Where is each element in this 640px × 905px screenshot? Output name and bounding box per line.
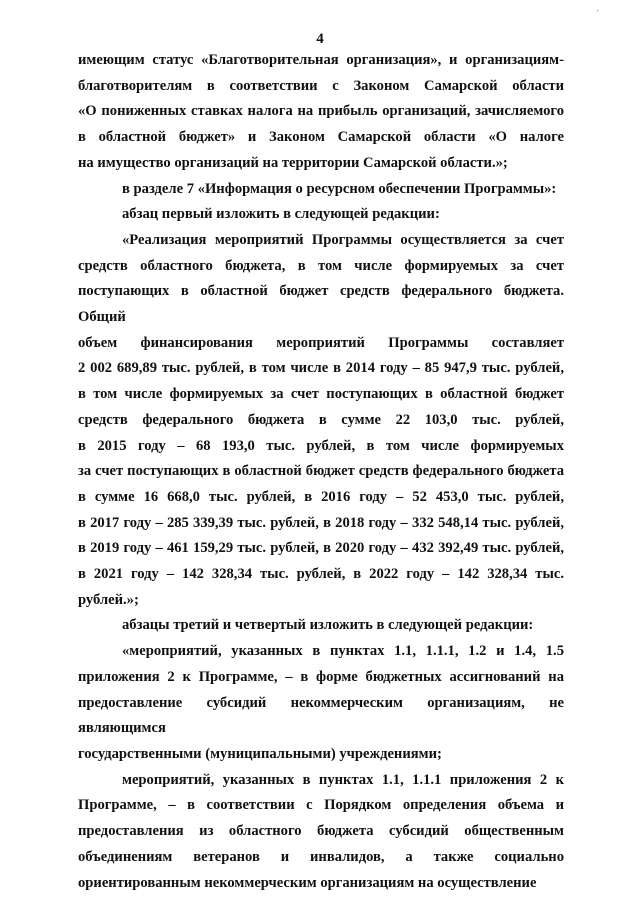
text-line: в том числе формируемых за счет поступающих в областной бюджет — [78, 386, 564, 403]
text-line: имеющим статус «Благотворительная организация», и организациям- — [78, 52, 564, 68]
text-line: в 2019 году – 461 159,29 тыс. рублей, в 2020 году – 432 392,49 тыс. рублей, — [78, 540, 564, 557]
page-number: 4 — [316, 31, 324, 47]
text-line: 2 002 689,89 тыс. рублей, в том числе в 2014 году – 85 947,9 тыс. рублей, — [78, 360, 564, 377]
text-line: мероприятий, указанных в пунктах 1.1, 1.1.1 приложения 2 к — [122, 771, 564, 788]
paragraph — [78, 202, 564, 228]
text-line: приложения 2 к Программе, – в форме бюджетных ассигнований на — [78, 668, 564, 685]
text-line: в областной бюджет» и Законом Самарской области «О налоге — [78, 129, 564, 146]
paragraph — [78, 48, 564, 177]
text-line: поступающих в областной бюджет средств федерального бюджета. Общий — [78, 283, 564, 326]
text-line: в 2021 году – 142 328,34 тыс. рублей, в 2022 году – 142 328,34 тыс. — [78, 566, 564, 583]
text-line: абзац первый изложить в следующей редакции: — [122, 206, 440, 223]
text-line: «мероприятий, указанных в пунктах 1.1, 1.1.1, 1.2 и 1.4, 1.5 — [122, 643, 564, 660]
text-line: в 2017 году – 285 339,39 тыс. рублей, в 2018 году – 332 548,14 тыс. рублей, — [78, 514, 564, 531]
text-line: «О пониженных ставках налога на прибыль организаций, зачисляемого — [78, 103, 564, 120]
text-line: «Реализация мероприятий Программы осуществляется за счет — [122, 231, 564, 248]
paragraph — [78, 177, 564, 203]
paragraph — [78, 228, 564, 614]
text-line: объем финансирования мероприятий Программы составляет — [78, 334, 564, 351]
paragraph — [78, 768, 564, 897]
paragraph — [78, 639, 564, 768]
paragraph — [78, 613, 564, 639]
text-line: благотворителям в соответствии с Законом Самарской области — [78, 77, 564, 94]
text-line: в 2015 году – 68 193,0 тыс. рублей, в том числе формируемых — [78, 437, 564, 454]
text-line: предоставление субсидий некоммерческим организациям, не являющимся — [78, 694, 564, 737]
text-line: предоставления из областного бюджета субсидий общественным — [78, 823, 564, 840]
text-line: рублей.»; — [78, 591, 139, 608]
text-line: государственными (муниципальными) учреждениями; — [78, 745, 442, 762]
text-line: средств областного бюджета, в том числе формируемых за счет — [78, 257, 564, 274]
text-line: средств федерального бюджета в сумме 22 103,0 тыс. рублей, — [78, 411, 564, 428]
text-line: абзацы третий и четвертый изложить в следующей редакции: — [122, 617, 534, 634]
text-line: ориентированным некоммерческим организациям на осуществление — [78, 874, 537, 891]
text-line: Программе, – в соответствии с Порядком определения объема и — [78, 797, 564, 814]
corner-mark: ´ — [595, 7, 602, 19]
text-line: за счет поступающих в областной бюджет средств федерального бюджета — [78, 463, 564, 480]
text-line: на имущество организаций на территории Самарской области.»; — [78, 154, 508, 171]
text-line: в сумме 16 668,0 тыс. рублей, в 2016 году – 52 453,0 тыс. рублей, — [78, 488, 564, 505]
document-body — [78, 48, 564, 896]
text-line: объединениям ветеранов и инвалидов, а также социально — [78, 848, 564, 865]
text-line: в разделе 7 «Информация о ресурсном обеспечении Программы»: — [122, 180, 557, 197]
